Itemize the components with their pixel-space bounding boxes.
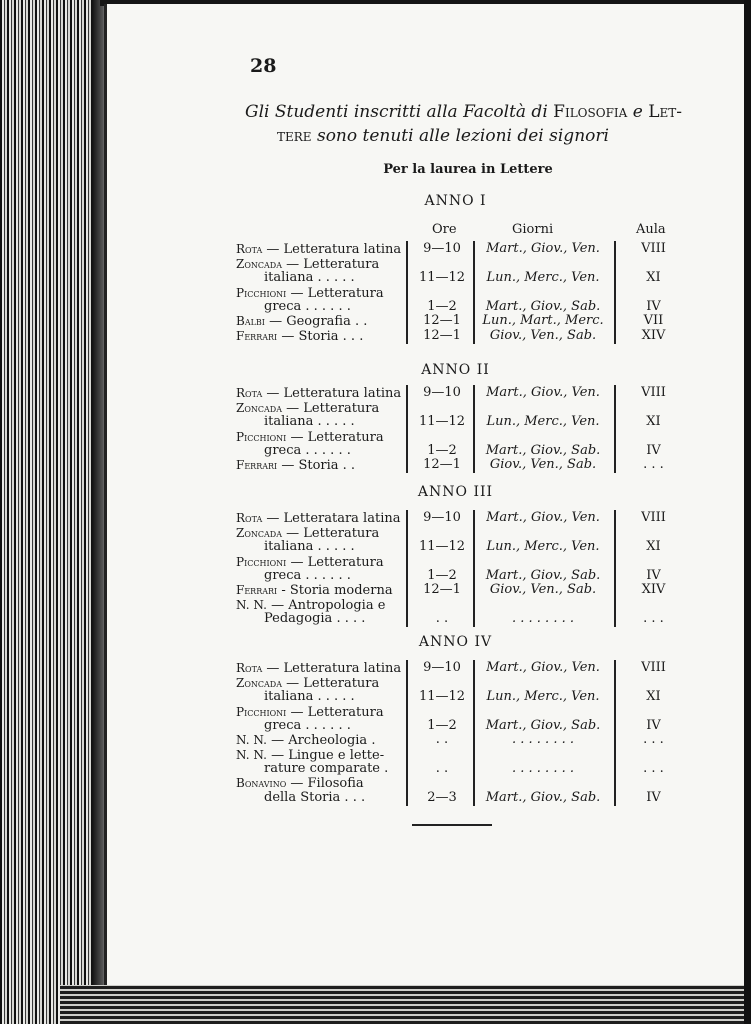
column-rule [614,385,616,473]
subject: rature comparate . [264,761,389,776]
ore-cell: 11—12 [418,539,466,554]
subject: — Filosofia [290,776,364,791]
giorni-cell: Giov., Ven., Sab. [489,328,597,343]
subject: greca . . . . . . [264,443,351,458]
professor-name: Ferrari [236,329,278,343]
aula-cell: XI [646,539,661,554]
aula-cell: . . . [643,761,664,776]
column-rule [614,510,616,627]
professor-name: Zoncada [236,257,282,271]
intro-faculty-2b: tere [277,126,312,146]
ore-cell: . . [435,761,449,776]
subject: — Letteratura [290,705,384,720]
aula-cell: VIII [641,241,666,256]
subject: greca . . . . . . [264,718,351,733]
col-header-ore: Ore [432,222,457,237]
professor-name: Rota [236,242,263,256]
ore-cell: . . [435,611,449,626]
column-rule [614,241,616,344]
subject: greca . . . . . . [264,299,351,314]
giorni-cell: Lun., Merc., Ven. [486,270,600,285]
professor-name: Zoncada [236,526,282,540]
intro-text-2: sono tenuti alle lezioni dei signori [316,126,609,146]
column-rule [406,241,408,344]
col-header-giorni: Giorni [512,222,554,237]
aula-cell: VIII [641,510,666,525]
subject: - Storia moderna [281,583,393,598]
subject: — Letteratura [290,430,384,445]
subject: — Geografia . . [269,314,368,329]
ore-cell: 11—12 [418,689,466,704]
giorni-cell: . . . . . . . . [512,732,574,747]
subject: italiana . . . . . [264,539,355,554]
table-row [236,775,676,791]
col-header-aula: Aula [636,222,666,237]
aula-cell: . . . [643,611,664,626]
ore-cell: 9—10 [423,660,461,675]
aula-cell: VIII [641,660,666,675]
ore-cell: 11—12 [418,414,466,429]
anno-title: ANNO IV [418,634,493,650]
aula-cell: XI [646,270,661,285]
subject: italiana . . . . . [264,270,355,285]
subject: — Letteratara latina [266,511,401,526]
giorni-cell: Lun., Mart., Merc. [482,313,604,328]
giorni-cell: Mart., Giov., Sab. [485,568,601,583]
column-rule [473,241,475,344]
giorni-cell: Mart., Giov., Sab. [485,718,601,733]
aula-cell: IV [646,443,661,458]
professor-name: Picchioni [236,286,287,300]
professor-name: Picchioni [236,430,287,444]
anno-title: ANNO II [421,362,490,378]
column-rule [406,385,408,473]
professor-name: Balbi [236,314,265,328]
subject: Pedagogia . . . . [264,611,366,626]
table-row [236,385,676,401]
giorni-cell: Lun., Merc., Ven. [486,539,600,554]
professor-name: Ferrari [236,458,278,472]
anno-title: ANNO III [417,484,494,500]
ore-cell: 1—2 [427,443,457,458]
professor-name: Ferrari [236,583,278,597]
table-row [236,241,676,257]
page-number: 28 [250,55,277,77]
aula-cell: XIV [641,328,666,343]
giorni-cell: Mart., Giov., Sab. [485,443,601,458]
table-row [236,611,676,627]
subject: — Letteratura [290,286,384,301]
subject: greca . . . . . . [264,568,351,583]
course-cell [236,689,406,705]
laurea-heading: Per la laurea in Lettere [383,162,553,177]
course-cell [236,457,406,474]
giorni-cell: Mart., Giov., Ven. [486,241,600,256]
professor-name: N. N. [236,733,267,747]
subject: — Letteratura latina [266,661,402,676]
table-row [236,582,676,598]
giorni-cell: . . . . . . . . [512,761,574,776]
professor-name: Rota [236,511,263,525]
subject: — Archeologia . [271,733,376,748]
subject: della Storia . . . [264,790,366,805]
column-rule [473,385,475,473]
giorni-cell: Lun., Merc., Ven. [486,414,600,429]
aula-cell: XIV [641,582,666,597]
subject: — Storia . . . [281,329,364,344]
ore-cell: 12—1 [423,328,461,343]
table-row [236,414,676,430]
ore-cell: 1—2 [427,718,457,733]
table-row [236,689,676,705]
aula-cell: XI [646,414,661,429]
subject: — Antropologia e [271,598,386,613]
subject: — Letteratura [286,257,380,272]
table-row [236,328,676,344]
column-rule [473,510,475,627]
aula-cell: IV [646,790,661,805]
table-row [236,660,676,676]
course-cell [236,539,406,555]
subject: — Letteratura latina [266,242,402,257]
column-rule [473,660,475,806]
professor-name: Rota [236,386,263,400]
professor-name: Bonavino [236,776,287,790]
course-cell [236,790,406,806]
professor-name: N. N. [236,598,267,612]
ornamental-rule [412,823,492,827]
subject: — Letteratura [286,401,380,416]
aula-cell: IV [646,299,661,314]
professor-name: Zoncada [236,401,282,415]
giorni-cell: Giov., Ven., Sab. [489,457,597,472]
giorni-cell: Mart., Giov., Ven. [486,510,600,525]
intro-paragraph [245,100,685,148]
subject: — Letteratura [286,526,380,541]
intro-faculty: Filosofia [553,102,628,122]
table-row [236,457,676,473]
aula-cell: VIII [641,385,666,400]
ore-cell: 9—10 [423,510,461,525]
professor-name: Picchioni [236,705,287,719]
subject: — Letteratura [286,676,380,691]
subject: italiana . . . . . [264,414,355,429]
intro-text-1: Gli Studenti inscritti alla Facoltà di [245,102,548,122]
intro-conj: e [632,102,643,122]
ore-cell: 9—10 [423,241,461,256]
ore-cell: 12—1 [423,457,461,472]
aula-cell: . . . [643,732,664,747]
subject: — Lingue e lette- [271,748,385,763]
giorni-cell: . . . . . . . . [512,611,574,626]
ore-cell: 1—2 [427,299,457,314]
subject: — Letteratura [290,555,384,570]
giorni-cell: Mart., Giov., Sab. [485,790,601,805]
professor-name: Rota [236,661,263,675]
course-cell [236,414,406,430]
professor-name: N. N. [236,748,267,762]
page-stack-bottom [60,985,751,1024]
ore-cell: 12—1 [423,313,461,328]
column-rule [406,510,408,627]
ore-cell: 1—2 [427,568,457,583]
table-row [236,270,676,286]
ore-cell: 11—12 [418,270,466,285]
giorni-cell: Giov., Ven., Sab. [489,582,597,597]
course-cell [236,270,406,286]
intro-faculty-2a: Let- [648,102,682,122]
ore-cell: 12—1 [423,582,461,597]
aula-cell: IV [646,718,661,733]
ore-cell: . . [435,732,449,747]
giorni-cell: Mart., Giov., Ven. [486,660,600,675]
book-binding [0,0,105,1024]
anno-title: ANNO I [424,193,487,209]
aula-cell: IV [646,568,661,583]
course-cell [236,611,406,627]
right-edge [744,0,751,1024]
subject: — Storia . . [281,458,356,473]
professor-name: Picchioni [236,555,287,569]
subject: — Letteratura latina [266,386,402,401]
table-row [236,790,676,806]
professor-name: Zoncada [236,676,282,690]
table-row [236,510,676,526]
table-row [236,539,676,555]
column-rule [406,660,408,806]
giorni-cell: Mart., Giov., Sab. [485,299,601,314]
column-rule [614,660,616,806]
ore-cell: 9—10 [423,385,461,400]
aula-cell: . . . [643,457,664,472]
table-row [236,732,676,748]
aula-cell: VII [643,313,664,328]
table-row [236,313,676,329]
giorni-cell: Mart., Giov., Ven. [486,385,600,400]
aula-cell: XI [646,689,661,704]
subject: italiana . . . . . [264,689,355,704]
giorni-cell: Lun., Merc., Ven. [486,689,600,704]
ore-cell: 2—3 [427,790,457,805]
course-cell [236,328,406,345]
